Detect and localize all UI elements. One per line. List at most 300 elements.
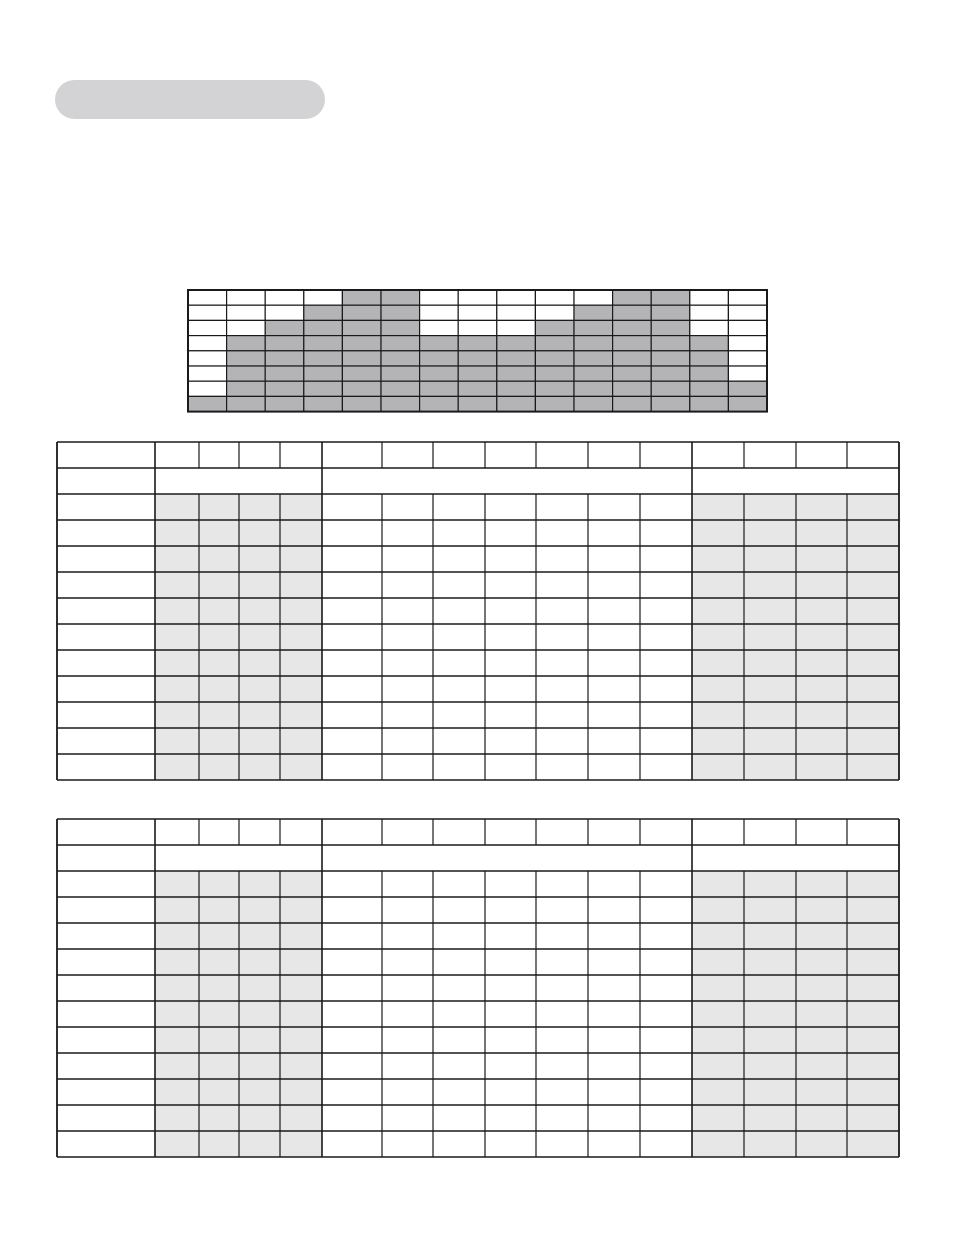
key-cell-shaded: [690, 381, 729, 396]
table-cell-shaded: [796, 1027, 847, 1053]
table-cell: [322, 949, 382, 975]
table-cell: [433, 923, 485, 949]
key-cell-shaded: [265, 336, 304, 351]
table-cell: [322, 754, 382, 780]
table-cell: [485, 975, 536, 1001]
table-cell-shaded: [796, 598, 847, 624]
table-cell-shaded: [847, 598, 899, 624]
table-cell-shaded: [847, 897, 899, 923]
table-cell: [433, 728, 485, 754]
table-cell-shaded: [847, 1105, 899, 1131]
table-cell: [433, 650, 485, 676]
key-cell: [535, 290, 574, 305]
table-cell-shaded: [796, 1131, 847, 1157]
key-cell: [265, 305, 304, 320]
table-cell-shaded: [692, 897, 744, 923]
key-cell-shaded: [535, 320, 574, 335]
key-cell-shaded: [535, 336, 574, 351]
table-cell-shaded: [847, 650, 899, 676]
table-cell-shaded: [744, 650, 796, 676]
key-cell-shaded: [420, 396, 459, 411]
key-cell-shaded: [381, 381, 420, 396]
key-cell: [728, 305, 767, 320]
table-cell: [485, 702, 536, 728]
table-cell: [485, 676, 536, 702]
table-cell: [322, 702, 382, 728]
table-cell-shaded: [280, 754, 322, 780]
key-cell-shaded: [381, 320, 420, 335]
key-cell-shaded: [381, 351, 420, 366]
key-cell: [304, 290, 343, 305]
key-cell-shaded: [651, 305, 690, 320]
table-cell: [640, 728, 692, 754]
table-cell: [588, 676, 640, 702]
key-cell: [690, 305, 729, 320]
table-cell-shaded: [199, 676, 239, 702]
table-cell: [485, 546, 536, 572]
table-cell-shaded: [847, 975, 899, 1001]
key-cell-shaded: [304, 320, 343, 335]
table-cell-shaded: [796, 1053, 847, 1079]
table-cell-shaded: [692, 754, 744, 780]
key-cell-shaded: [420, 381, 459, 396]
table-cell: [588, 1131, 640, 1157]
table-cell-shaded: [692, 572, 744, 598]
table-cell: [322, 1079, 382, 1105]
table-cell-shaded: [155, 897, 199, 923]
table-cell-shaded: [155, 546, 199, 572]
key-cell: [188, 290, 227, 305]
table-cell: [382, 494, 433, 520]
table-cell-shaded: [239, 975, 280, 1001]
key-cell-shaded: [690, 351, 729, 366]
key-cell-shaded: [342, 366, 381, 381]
key-cell-shaded: [227, 336, 266, 351]
table-cell-shaded: [199, 598, 239, 624]
table-cell-shaded: [199, 754, 239, 780]
table-cell-shaded: [239, 676, 280, 702]
table-cell: [322, 975, 382, 1001]
key-cell-shaded: [381, 396, 420, 411]
table-cell: [485, 572, 536, 598]
table-cell: [536, 728, 588, 754]
key-cell: [690, 290, 729, 305]
table-cell: [536, 494, 588, 520]
table-cell-shaded: [692, 676, 744, 702]
table-cell-shaded: [199, 975, 239, 1001]
table-cell-shaded: [744, 871, 796, 897]
table-cell: [640, 1027, 692, 1053]
table-cell: [640, 1105, 692, 1131]
key-cell: [728, 351, 767, 366]
table-cell-shaded: [199, 546, 239, 572]
table-cell-shaded: [239, 546, 280, 572]
key-cell: [188, 381, 227, 396]
table-cell: [382, 754, 433, 780]
table-cell-shaded: [155, 1053, 199, 1079]
table-cell: [433, 897, 485, 923]
table-cell-shaded: [199, 1001, 239, 1027]
key-cell-shaded: [265, 351, 304, 366]
table-cell-shaded: [155, 572, 199, 598]
table-cell: [485, 871, 536, 897]
key-cell: [227, 320, 266, 335]
table-cell-shaded: [692, 546, 744, 572]
key-cell-shaded: [613, 290, 652, 305]
table-cell-shaded: [239, 1105, 280, 1131]
table-cell-shaded: [796, 728, 847, 754]
table-cell: [536, 650, 588, 676]
table-cell: [485, 624, 536, 650]
table-cell: [382, 598, 433, 624]
table-cell-shaded: [155, 871, 199, 897]
table-cell: [640, 923, 692, 949]
key-cell-shaded: [381, 336, 420, 351]
table-cell: [588, 624, 640, 650]
key-cell-shaded: [651, 366, 690, 381]
table-cell-shaded: [847, 1079, 899, 1105]
table-cell-shaded: [847, 728, 899, 754]
table-cell-shaded: [155, 975, 199, 1001]
table-cell: [588, 520, 640, 546]
table-cell: [433, 975, 485, 1001]
table-cell: [640, 546, 692, 572]
table-cell-shaded: [692, 1027, 744, 1053]
key-cell-shaded: [574, 396, 613, 411]
table-cell-shaded: [692, 520, 744, 546]
key-cell-shaded: [651, 290, 690, 305]
table-cell: [382, 1105, 433, 1131]
table-cell-shaded: [280, 1053, 322, 1079]
table-cell: [588, 1053, 640, 1079]
table-cell: [588, 494, 640, 520]
table-cell-shaded: [280, 520, 322, 546]
table-cell: [433, 1105, 485, 1131]
table-cell-shaded: [692, 871, 744, 897]
table-cell-shaded: [692, 624, 744, 650]
table-cell: [536, 1105, 588, 1131]
table-cell-shaded: [199, 1053, 239, 1079]
key-cell-shaded: [342, 320, 381, 335]
table-cell-shaded: [199, 1079, 239, 1105]
key-cell-shaded: [574, 320, 613, 335]
table-cell: [433, 494, 485, 520]
table-cell: [536, 1053, 588, 1079]
table-cell-shaded: [744, 923, 796, 949]
table-cell-shaded: [796, 949, 847, 975]
table-cell: [536, 1079, 588, 1105]
table-cell-shaded: [796, 1105, 847, 1131]
table-cell-shaded: [155, 624, 199, 650]
table-cell: [485, 949, 536, 975]
table-cell: [322, 546, 382, 572]
key-cell: [188, 366, 227, 381]
table-cell: [433, 1053, 485, 1079]
table-cell: [382, 975, 433, 1001]
table-cell-shaded: [847, 1027, 899, 1053]
table-cell: [536, 1027, 588, 1053]
table-cell: [433, 572, 485, 598]
key-cell-shaded: [304, 305, 343, 320]
key-cell-shaded: [227, 381, 266, 396]
table-cell-shaded: [796, 871, 847, 897]
table-cell-shaded: [744, 949, 796, 975]
table-cell: [640, 949, 692, 975]
key-cell-shaded: [342, 381, 381, 396]
table-cell-shaded: [199, 923, 239, 949]
table-cell-shaded: [155, 949, 199, 975]
table-cell: [536, 1131, 588, 1157]
key-cell-shaded: [651, 381, 690, 396]
table-cell-shaded: [155, 1027, 199, 1053]
key-cell-shaded: [265, 396, 304, 411]
table-cell-shaded: [744, 728, 796, 754]
table-cell: [588, 871, 640, 897]
table-cell: [485, 494, 536, 520]
key-cell: [188, 320, 227, 335]
key-cell-shaded: [304, 336, 343, 351]
table-cell-shaded: [847, 546, 899, 572]
table-cell-shaded: [199, 520, 239, 546]
table-cell: [536, 572, 588, 598]
table-cell: [322, 676, 382, 702]
table-cell: [322, 897, 382, 923]
table-cell-shaded: [199, 494, 239, 520]
key-cell: [728, 290, 767, 305]
table-cell-shaded: [847, 754, 899, 780]
table-cell: [588, 702, 640, 728]
key-cell-shaded: [458, 381, 497, 396]
key-cell-shaded: [497, 381, 536, 396]
key-cell: [574, 290, 613, 305]
table-cell-shaded: [847, 520, 899, 546]
table-cell: [382, 949, 433, 975]
table-cell: [485, 1001, 536, 1027]
table-cell-shaded: [796, 1001, 847, 1027]
key-cell: [728, 336, 767, 351]
table-cell-shaded: [280, 624, 322, 650]
table-cell-shaded: [796, 1079, 847, 1105]
table-cell: [640, 1053, 692, 1079]
key-cell-shaded: [381, 366, 420, 381]
table-cell: [433, 676, 485, 702]
table-cell: [433, 949, 485, 975]
table-cell: [382, 871, 433, 897]
key-cell: [188, 336, 227, 351]
table-cell-shaded: [796, 494, 847, 520]
table-cell-shaded: [280, 897, 322, 923]
table-cell: [322, 1001, 382, 1027]
table-cell: [485, 520, 536, 546]
table-cell-shaded: [692, 1053, 744, 1079]
table-cell-shaded: [155, 1131, 199, 1157]
table-cell-shaded: [280, 1027, 322, 1053]
table-cell: [536, 702, 588, 728]
key-cell-shaded: [535, 396, 574, 411]
table-cell: [485, 1105, 536, 1131]
table-cell-shaded: [744, 897, 796, 923]
table-cell-shaded: [692, 598, 744, 624]
table-cell: [640, 598, 692, 624]
table-cell: [485, 1027, 536, 1053]
table-cell-shaded: [744, 624, 796, 650]
table-cell-shaded: [239, 494, 280, 520]
table-cell: [536, 975, 588, 1001]
key-cell: [458, 320, 497, 335]
table-cell-shaded: [744, 1027, 796, 1053]
table-cell: [433, 702, 485, 728]
table-cell: [588, 949, 640, 975]
table-cell-shaded: [847, 702, 899, 728]
table-cell-shaded: [280, 598, 322, 624]
table-cell: [536, 624, 588, 650]
table-cell: [433, 1079, 485, 1105]
table-cell: [640, 520, 692, 546]
table-cell-shaded: [239, 923, 280, 949]
table-cell-shaded: [280, 702, 322, 728]
key-cell-shaded: [458, 351, 497, 366]
table-cell: [322, 728, 382, 754]
table-cell-shaded: [744, 1079, 796, 1105]
table-cell-shaded: [744, 494, 796, 520]
table-cell-shaded: [744, 1131, 796, 1157]
key-cell-shaded: [690, 396, 729, 411]
table-cell: [485, 1053, 536, 1079]
table-cell: [640, 494, 692, 520]
table-cell-shaded: [692, 923, 744, 949]
table-cell: [588, 728, 640, 754]
data-table-top: [56, 441, 900, 781]
table-cell: [382, 546, 433, 572]
table-cell-shaded: [744, 520, 796, 546]
table-cell-shaded: [744, 1053, 796, 1079]
table-cell: [382, 624, 433, 650]
table-cell-shaded: [692, 949, 744, 975]
key-cell-shaded: [613, 366, 652, 381]
key-cell-shaded: [497, 366, 536, 381]
key-cell-shaded: [613, 396, 652, 411]
table-cell-shaded: [692, 1079, 744, 1105]
table-cell-shaded: [796, 676, 847, 702]
key-cell-shaded: [342, 290, 381, 305]
key-cell-shaded: [227, 351, 266, 366]
key-cell-shaded: [227, 366, 266, 381]
table-cell: [588, 1105, 640, 1131]
table-cell-shaded: [239, 728, 280, 754]
table-cell: [433, 1131, 485, 1157]
table-cell-shaded: [239, 949, 280, 975]
table-cell-shaded: [239, 1079, 280, 1105]
key-cell-shaded: [342, 336, 381, 351]
table-cell: [536, 1001, 588, 1027]
key-cell-shaded: [458, 396, 497, 411]
key-cell: [420, 305, 459, 320]
key-cell-shaded: [651, 336, 690, 351]
table-cell: [382, 650, 433, 676]
key-cell: [227, 305, 266, 320]
table-cell: [382, 897, 433, 923]
key-cell: [535, 305, 574, 320]
key-cell-shaded: [497, 336, 536, 351]
table-cell: [588, 572, 640, 598]
key-cell-shaded: [458, 366, 497, 381]
key-cell: [188, 305, 227, 320]
key-cell-shaded: [574, 351, 613, 366]
table-cell-shaded: [280, 546, 322, 572]
key-cell-shaded: [613, 351, 652, 366]
table-cell: [433, 624, 485, 650]
key-cell-shaded: [574, 305, 613, 320]
table-cell-shaded: [280, 572, 322, 598]
table-cell-shaded: [239, 650, 280, 676]
table-cell-shaded: [744, 1105, 796, 1131]
table-cell-shaded: [280, 650, 322, 676]
key-cell-shaded: [651, 320, 690, 335]
key-cell-shaded: [420, 366, 459, 381]
key-cell: [188, 351, 227, 366]
table-cell: [640, 871, 692, 897]
table-cell: [640, 1131, 692, 1157]
key-cell: [458, 290, 497, 305]
section-header-tab: [55, 80, 325, 119]
table-cell: [485, 598, 536, 624]
key-cell-shaded: [728, 381, 767, 396]
table-cell-shaded: [199, 624, 239, 650]
table-cell-shaded: [692, 1131, 744, 1157]
table-cell-shaded: [796, 702, 847, 728]
key-cell-shaded: [304, 351, 343, 366]
key-cell-shaded: [188, 396, 227, 411]
table-cell: [588, 546, 640, 572]
table-cell-shaded: [280, 728, 322, 754]
table-cell: [640, 650, 692, 676]
table-cell: [536, 520, 588, 546]
table-cell-shaded: [280, 975, 322, 1001]
table-cell-shaded: [280, 949, 322, 975]
table-cell: [536, 598, 588, 624]
table-cell: [433, 754, 485, 780]
key-cell-shaded: [651, 351, 690, 366]
key-cell: [497, 305, 536, 320]
table-cell-shaded: [155, 1105, 199, 1131]
key-cell-shaded: [304, 396, 343, 411]
table-cell-shaded: [199, 1131, 239, 1157]
table-cell-shaded: [239, 754, 280, 780]
table-cell: [588, 598, 640, 624]
table-cell-shaded: [239, 1027, 280, 1053]
table-cell-shaded: [199, 650, 239, 676]
table-cell-shaded: [692, 1105, 744, 1131]
key-cell-shaded: [574, 366, 613, 381]
table-cell-shaded: [280, 1001, 322, 1027]
table-cell-shaded: [692, 650, 744, 676]
key-cell-shaded: [342, 351, 381, 366]
table-cell-shaded: [239, 1053, 280, 1079]
table-cell-shaded: [847, 1053, 899, 1079]
table-cell-shaded: [280, 871, 322, 897]
table-cell-shaded: [280, 676, 322, 702]
table-cell: [485, 923, 536, 949]
key-cell-shaded: [342, 305, 381, 320]
table-cell-shaded: [239, 598, 280, 624]
table-cell-shaded: [155, 650, 199, 676]
table-cell-shaded: [155, 702, 199, 728]
key-cell: [728, 320, 767, 335]
table-cell: [485, 728, 536, 754]
table-cell: [536, 676, 588, 702]
table-cell: [640, 1079, 692, 1105]
table-cell: [536, 897, 588, 923]
